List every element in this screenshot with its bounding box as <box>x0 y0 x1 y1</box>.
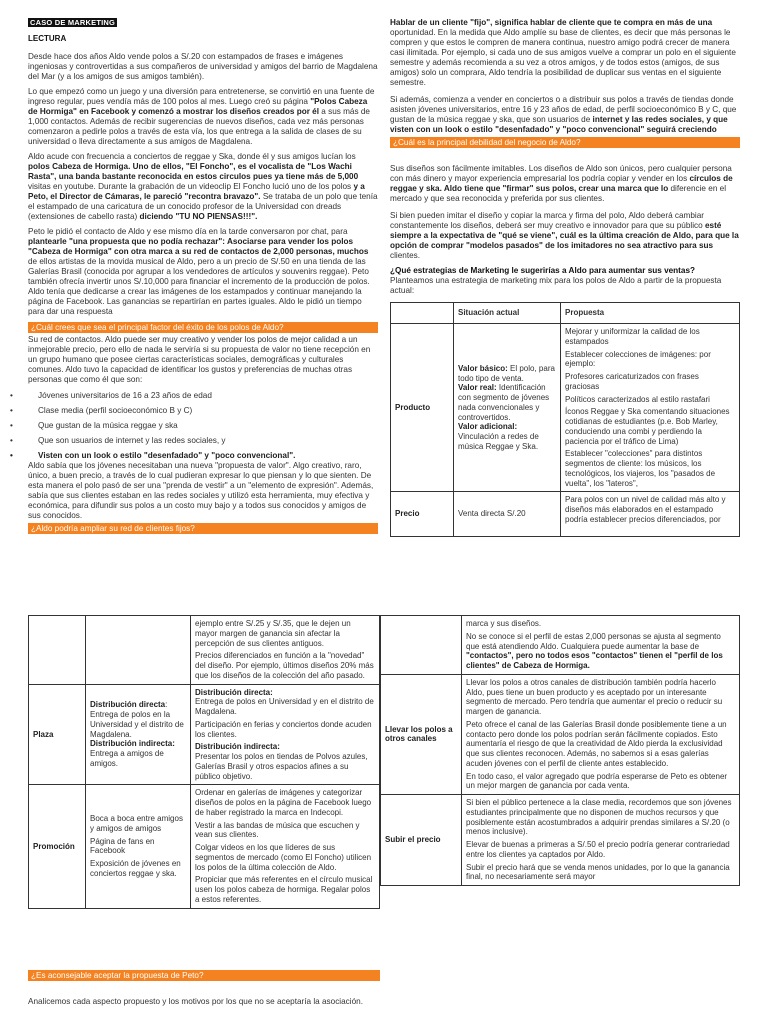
question-bar: ¿Es aconsejable aceptar la propuesta de Peto? <box>28 970 380 981</box>
paragraph: Aldo acude con frecuencia a conciertos de reggae y Ska, donde él y sus amigos lucían los polos Cabeza de Hormiga. Uno de ellos, "El Foncho", es el vocalista de "Los Wachi Rasta", una banda bastante reconocida en estos circulos pues ya tiene más de 5,000 visitas en youtube. Durante la grabación de un videoclip El Foncho lució uno de los polos y a Peto, el Director de Cámaras, le pareció "recontra bravazo". Se trataba de un polo que tenía el estampado de una caricatura de un conocido profesor de la Universidad con dreads (extensiones de cabello rasta) diciendo "TU NO PIENSAS!!!". <box>28 151 378 221</box>
paragraph: Lo que empezó como un juego y una diversión para entretenerse, se convirtió en una fuente de ingreso regular, pues vendía más de 100 polos al mes. Luego creó su página "Polos Cabeza de Hormiga" en Facebook y comenzó a mostrar los diseños creados por él a sus más de 1,000 contactos. Además de recibir sugerencias de nuevos diseños, cada vez más personas comenzaron a pedirle polos a través de esta vía, los que entrega a la salida de clases de su universidad o lleva directamente a sus amigos de Magdalena. <box>28 86 375 146</box>
row-label-empty <box>381 616 462 675</box>
left-column <box>28 18 378 536</box>
list-item: • Que gustan de la música reggae y ska <box>28 421 378 431</box>
paragraph: Aldo sabía que los jóvenes necesitaban una nueva "propuesta de valor". Algo creativo, raro, único, a buen precio, a través de lo cual pudieran expresar lo que piensan y lo que sienten. De esta manera el polo pasó de ser una "prenda de vestir" a un "elemento de expresión". Además, sabía que sus clientes estaban en las redes sociales y utilizó esta herramienta, muy efectiva y económica, para difundir sus polos a un costo muy bajo y a todos sus conocidos y amigos de sus conocidos. <box>28 460 374 520</box>
table-row <box>391 324 740 492</box>
table-row <box>381 674 740 794</box>
table-row <box>29 785 380 908</box>
table-cell: Si bien el público pertenece a la clase media, recordemos que son jóvenes estudiantes principalmente que no disponen de muchos recursos y que posiblemente están acostumbrados a adquirir prendas similares a S/.20 (o menos inclusive). Elevar de buenas a primeras a S/.50 el precio podría generar contrariedad entre los clientes ya captados por Aldo. Subir el precio hará que se venda menos unidades, por lo que la ganancia final, no necesariamente será mayor <box>462 795 740 886</box>
row-label: Producto <box>391 324 454 492</box>
paragraph: Desde hace dos años Aldo vende polos a S/.20 con estampados de frases e imágenes ingeniosas y controvertidas a sus compañeros de universidad y amigos del barrio de Magdalena del Mar (y a los amigos de sus amigos también). <box>28 51 378 81</box>
table-cell: Para polos con un nivel de calidad más alto y diseños más elaborados en el estampado podría establecer precios diferenciados, por <box>561 492 740 537</box>
table-header-empty <box>391 303 454 324</box>
table-cell: Llevar los polos a otros canales de distribución también podría hacerlo Aldo, pues tiene un buen producto y es aceptado por un interesante segmento de mercado. Pero tendría que aumentar el precio o reducir su margen de ganancia. Peto ofrece el canal de las Galerías Brasil donde posiblemente tiene a un contacto pero donde los polos podrían serán fácilmente copiados. Esto aumentaría el riesgo de que la creatividad de Aldo pierda la exclusividad que sus clientes reconocen. Además, no sabemos si a esas galerías acuden jóvenes con el perfil de cliente antes establecido. En todo caso, el valor agregado que podría esperarse de Peto es obtener un mejor margen de ganancia por cada venta. <box>462 674 740 794</box>
paragraph: Si bien pueden imitar el diseño y copiar la marca y firma del polo, Aldo deberá cambiar constantemente los diseños, deberá ser muy creativo e innovador para que su público esté siempre a la expectativa de "qué se viene", cuál es la última creación de Aldo, para que la opción de comprar "modelos pasados" de los imitadores no sea atractivo para sus clientes. <box>390 211 739 260</box>
question-bar: ¿Aldo podría ampliar su red de clientes fijos? <box>28 523 378 534</box>
row-label: Precio <box>391 492 454 537</box>
proposal-analysis-table <box>380 615 740 886</box>
table-cell: Mejorar y uniformizar la calidad de los estampados Establecer colecciones de imágenes: por ejemplo: Profesores caricaturizados con frases graciosas Políticos caracterizados al estilo rastafari Íconos Reggae y Ska comentando situaciones cotidianas de estudiantes (p.e. Bob Marley, conduciendo una combi y perdiendo la paciencia por el tráfico de Lima) Establecer "colecciones" para distintos segmentos de cliente: los músicos, los tecnológicos, los viajeros, los "pasados de vuelta", los "lateros", <box>561 324 740 492</box>
bullet-list <box>8 391 378 461</box>
table-cell-empty <box>86 616 191 685</box>
table-cell: ejemplo entre S/.25 y S/.35, que le dejen un mayor margen de ganancia sin afectar la percepción de sus clientes antiguos. Precios diferenciados en función a la "novedad" del diseño. Por ejemplo, últimos diseños 20% más que los diseños de la colección del año pasado. <box>191 616 380 685</box>
table-header-row <box>391 303 740 324</box>
section-heading: LECTURA <box>28 34 67 43</box>
list-item: • Visten con un look o estilo "desenfadado" y "poco convencional". <box>28 451 378 461</box>
list-item: • Que son usuarios de internet y las redes sociales, y <box>28 436 378 446</box>
table-row <box>391 492 740 537</box>
table-cell: Distribución directa: Entrega de polos en Universidad y en el distrito de Magdalena. Participación en ferias y conciertos donde acuden los clientes. Distribución indirecta: Presentar los polos en tiendas de Polvos azules, Galerías Brasil y otros espacios afines a su público objetivo. <box>191 684 380 785</box>
case-tag: CASO DE MARKETING <box>30 18 116 27</box>
question-bar: ¿Cuál es la principal debilidad del negocio de Aldo? <box>390 137 740 148</box>
table-row <box>381 616 740 675</box>
right-column <box>390 18 740 537</box>
question-heading: ¿Qué estrategias de Marketing le sugerirías a Aldo para aumentar sus ventas? <box>390 266 696 275</box>
paragraph: Hablar de un cliente "fijo", significa hablar de cliente que te compra en más de una oportunidad. En la medida que Aldo amplíe su base de clientes, es decir que más personas le compren y que estos le compren de manera continua, nuestro amigo podrá crecer de manera casi ilimitada. Por ejemplo, si cada uno de sus amigos vuelve a comprar un polo en el siguiente semestre y además recomienda a su vez a otros amigos, y de todos estos (amigos, de sus amigos) solo un comprara, Aldo tendría la posibilidad de duplicar sus ventas en el siguiente semestre. <box>390 18 736 87</box>
table-continuation-right <box>380 615 740 886</box>
table-continuation-left <box>28 615 380 909</box>
row-label: Plaza <box>29 684 86 785</box>
table-cell: Valor básico: El polo, para todo tipo de venta. Valor real: Identificación con segmento de jóvenes nada convencionales y controvertidos. Valor adicional: Vinculación a redes de música Reggae y Ska. <box>454 324 561 492</box>
marketing-mix-table-cont <box>28 615 380 909</box>
table-row <box>29 684 380 785</box>
list-item: • Clase media (perfil socioeconómico B y C) <box>28 406 378 416</box>
marketing-mix-table <box>390 302 740 537</box>
paragraph: Su red de contactos. Aldo puede ser muy creativo y vender los polos de mejor calidad a un inmejorable precio, pero ello de nada le serviría si su propuesta de valor no tiene recepción en un grupo humano que posee ciertas características sociales, demográficas y culturales comunes. Aldo tuvo la capacidad de identificar los gustos y preferencias de muchas otras personas que como él que son: <box>28 334 371 384</box>
table-row <box>381 795 740 886</box>
table-cell: marca y sus diseños. No se conoce si el perfil de estas 2,000 personas se ajusta al segmento que está atendiendo Aldo. Cualquiera puede aumentar la base de "contactos", pero no todos esos "contactos" tienen el "perfil de los clientes" de Cabeza de Hormiga. <box>462 616 740 675</box>
table-cell: Boca a boca entre amigos y amigos de amigos Página de fans en Facebook Exposición de jóvenes en conciertos reggae y ska. <box>86 785 191 908</box>
row-label: Subir el precio <box>381 795 462 886</box>
table-header: Situación actual <box>454 303 561 324</box>
table-cell: Venta directa S/.20 <box>454 492 561 537</box>
row-label-empty <box>29 616 86 685</box>
table-header: Propuesta <box>561 303 740 324</box>
bottom-question-block <box>28 968 380 1012</box>
paragraph: Sus diseños son fácilmente imitables. Los diseños de Aldo son únicos, pero cualquier persona con más dinero y mayor experiencia empresarial los podría copiar y vender en los círculos de reggae y ska. Aldo tiene que "firmar" sus polos, crear una marca que lo diferencie en el mercado y que sea reconocida y preferida por sus clientes. <box>390 164 733 203</box>
paragraph: Analicemos cada aspecto propuesto y los motivos por los que no se aceptaría la asociación. <box>28 997 363 1006</box>
row-label: Llevar los polos a otros canales <box>381 674 462 794</box>
table-row <box>29 616 380 685</box>
row-label: Promoción <box>29 785 86 908</box>
paragraph: Planteamos una estrategia de marketing mix para los polos de Aldo a partir de la propuesta actual: <box>390 276 722 295</box>
paragraph: Si además, comienza a vender en conciertos o a distribuir sus polos a través de tiendas donde asisten jóvenes universitarios, entre 16 y 23 años de edad, de perfil socioeconómico B y C, que gustan de la música reggae y ska, que son usuarios de internet y las redes sociales, y que visten con un look o estilo "desenfadado" y "poco convencional" seguirá creciendo <box>390 95 737 134</box>
paragraph: Peto le pidió el contacto de Aldo y ese mismo día en la tarde conversaron por chat, para plantearle "una propuesta que no podía rechazar": Asociarse para vender los polos "Cabeza de Hormiga" con otra marca a su red de contactos de 2,000 personas, muchos de ellos artistas de la movida musical de Aldo, pero a un precio de S/.50 en una tienda de las Galerías Brasil (conocida por agrupar a los vendedores de artículos y souvenirs reggae). Peto también ofrecía invertir unos S/.10,000 para financiar el incremento de la producción de polos. Aldo tenía que dedicarse a crear las imágenes de los estampados y continuar manejando la página de Facebook. Las ganancias se repartirían en partes iguales. Aldo le pidió un tiempo para dar una respuesta <box>28 226 370 316</box>
list-item: • Jóvenes universitarios de 16 a 23 años de edad <box>28 391 378 401</box>
table-cell: Ordenar en galerías de imágenes y categorizar diseños de polos en la página de Facebook luego de haber registrado la marca en Indecopi. Vestir a las bandas de música que escuchen y vean sus clientes. Colgar videos en los que líderes de sus segmentos de mercado (como El Foncho) utilicen los polos de la última colección de Aldo. Propiciar que más referentes en el círculo musical usen los polos cabeza de hormiga. Regalar polos a estos referentes. <box>191 785 380 908</box>
question-bar: ¿Cuál crees que sea el principal factor del éxito de los polos de Aldo? <box>28 322 378 333</box>
table-cell: Distribución directa: Entrega de polos en la Universidad y el distrito de Magdalena. Distribución indirecta: Entrega a amigos de amigos. <box>86 684 191 785</box>
